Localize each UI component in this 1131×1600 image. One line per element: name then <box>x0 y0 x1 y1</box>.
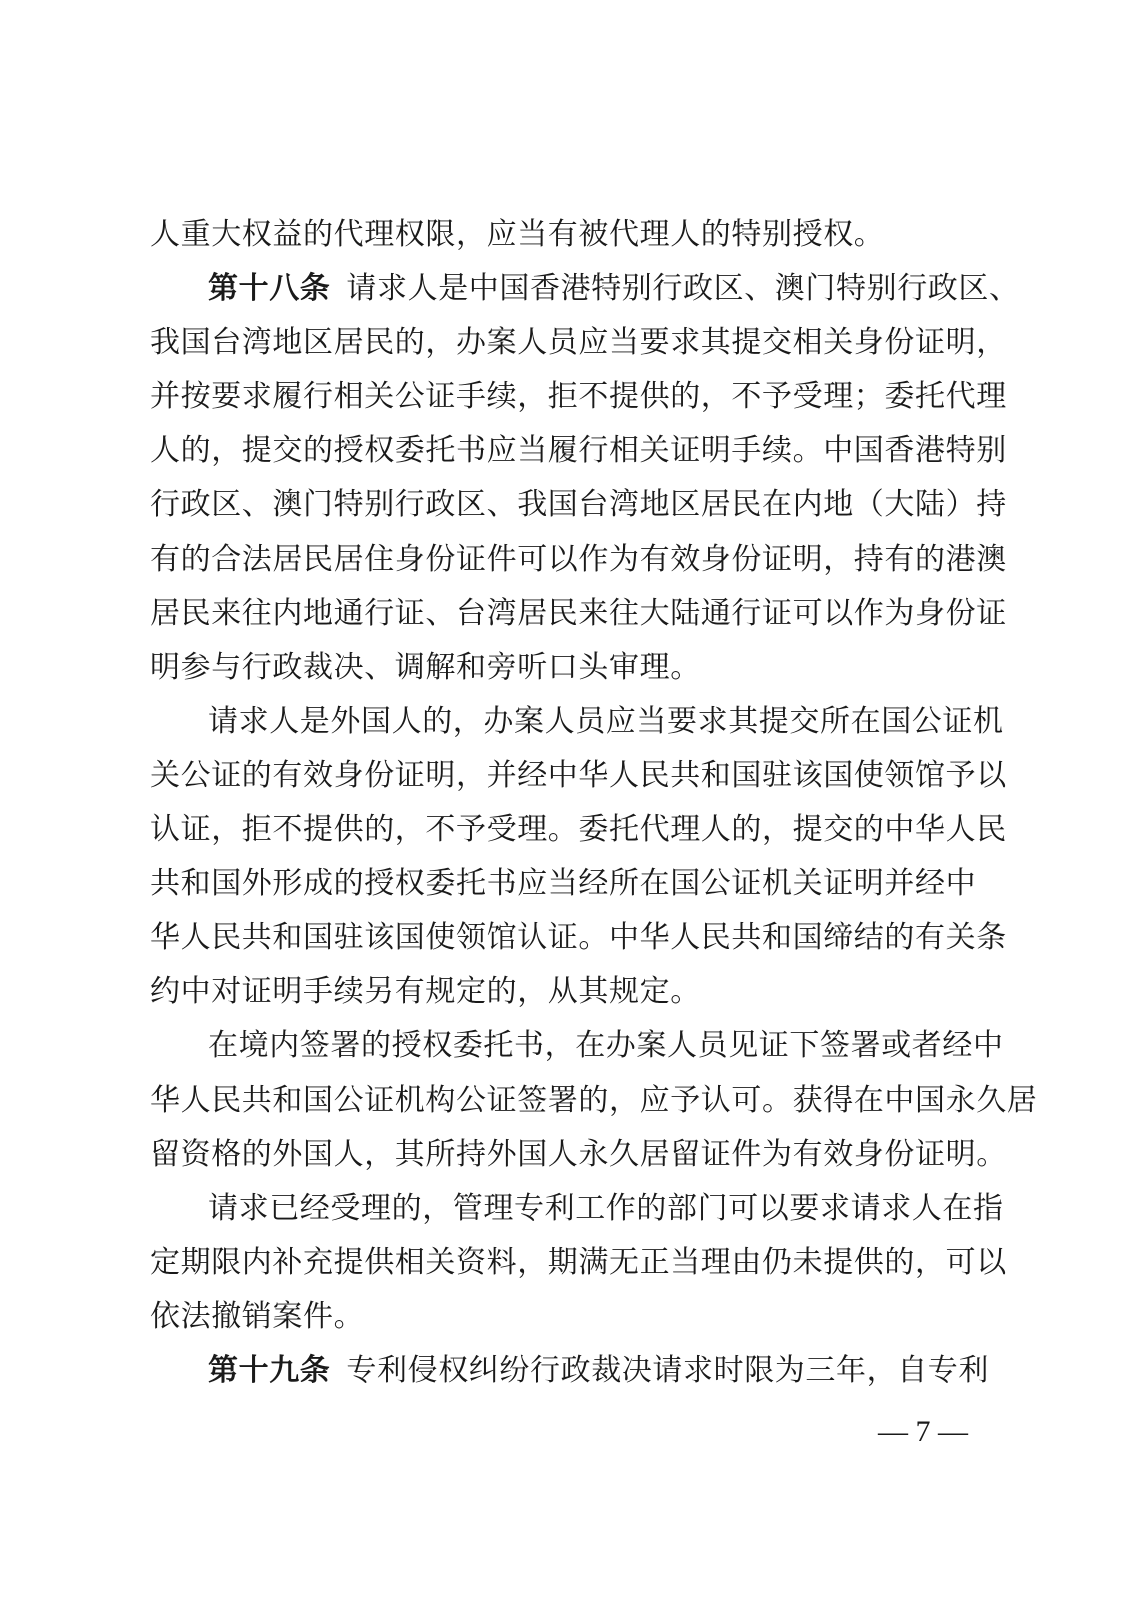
text-line: 人重大权益的代理权限，应当有被代理人的特别授权。 <box>150 217 885 252</box>
text-line: 请求已经受理的，管理专利工作的部门可以要求请求人在指 <box>208 1190 1004 1226</box>
text-line: 依法撤销案件。 <box>150 1298 365 1334</box>
body-text <box>150 208 1038 1398</box>
text-line: 定期限内补充提供相关资料，期满无正当理由仍未提供的，可以 <box>150 1244 1007 1280</box>
page-number: — 7 — <box>878 1415 968 1448</box>
text-line: 请求人是中国香港特别行政区、澳门特别行政区、 <box>346 271 1020 307</box>
article-19-heading: 第十九条 <box>208 1352 331 1388</box>
text-line: 人的，提交的授权委托书应当履行相关证明手续。中国香港特别 <box>150 433 1007 469</box>
text-line: 留资格的外国人，其所持外国人永久居留证件为有效身份证明。 <box>150 1136 1007 1172</box>
text-line: 并按要求履行相关公证手续，拒不提供的，不予受理；委托代理 <box>150 379 1007 415</box>
text-line: 约中对证明手续另有规定的，从其规定。 <box>150 974 701 1010</box>
article-18-first-line <box>150 262 1020 316</box>
text-line: 请求人是外国人的，办案人员应当要求其提交所在国公证机 <box>208 703 1004 739</box>
text-line: 认证，拒不提供的，不予受理。委托代理人的，提交的中华人民 <box>150 812 1007 848</box>
text-line: 我国台湾地区居民的，办案人员应当要求其提交相关身份证明， <box>150 325 1007 361</box>
text-line: 行政区、澳门特别行政区、我国台湾地区居民在内地（大陆）持 <box>150 487 1007 523</box>
text-line: 专利侵权纠纷行政裁决请求时限为三年，自专利 <box>346 1352 990 1388</box>
text-line: 居民来往内地通行证、台湾居民来往大陆通行证可以作为身份证 <box>150 595 1007 631</box>
text-line: 明参与行政裁决、调解和旁听口头审理。 <box>150 649 701 685</box>
article-19-first-line <box>150 1344 990 1398</box>
text-line: 有的合法居民居住身份证件可以作为有效身份证明，持有的港澳 <box>150 541 1007 577</box>
text-line: 关公证的有效身份证明，并经中华人民共和国驻该国使领馆予以 <box>150 757 1007 793</box>
text-line: 共和国外形成的授权委托书应当经所在国公证机关证明并经中 <box>150 866 977 902</box>
text-line: 华人民共和国驻该国使领馆认证。中华人民共和国缔结的有关条 <box>150 920 1007 956</box>
article-18-heading: 第十八条 <box>208 271 331 307</box>
text-line: 在境内签署的授权委托书，在办案人员见证下签署或者经中 <box>208 1028 1004 1064</box>
text-line: 华人民共和国公证机构公证签署的，应予认可。获得在中国永久居 <box>150 1082 1038 1118</box>
